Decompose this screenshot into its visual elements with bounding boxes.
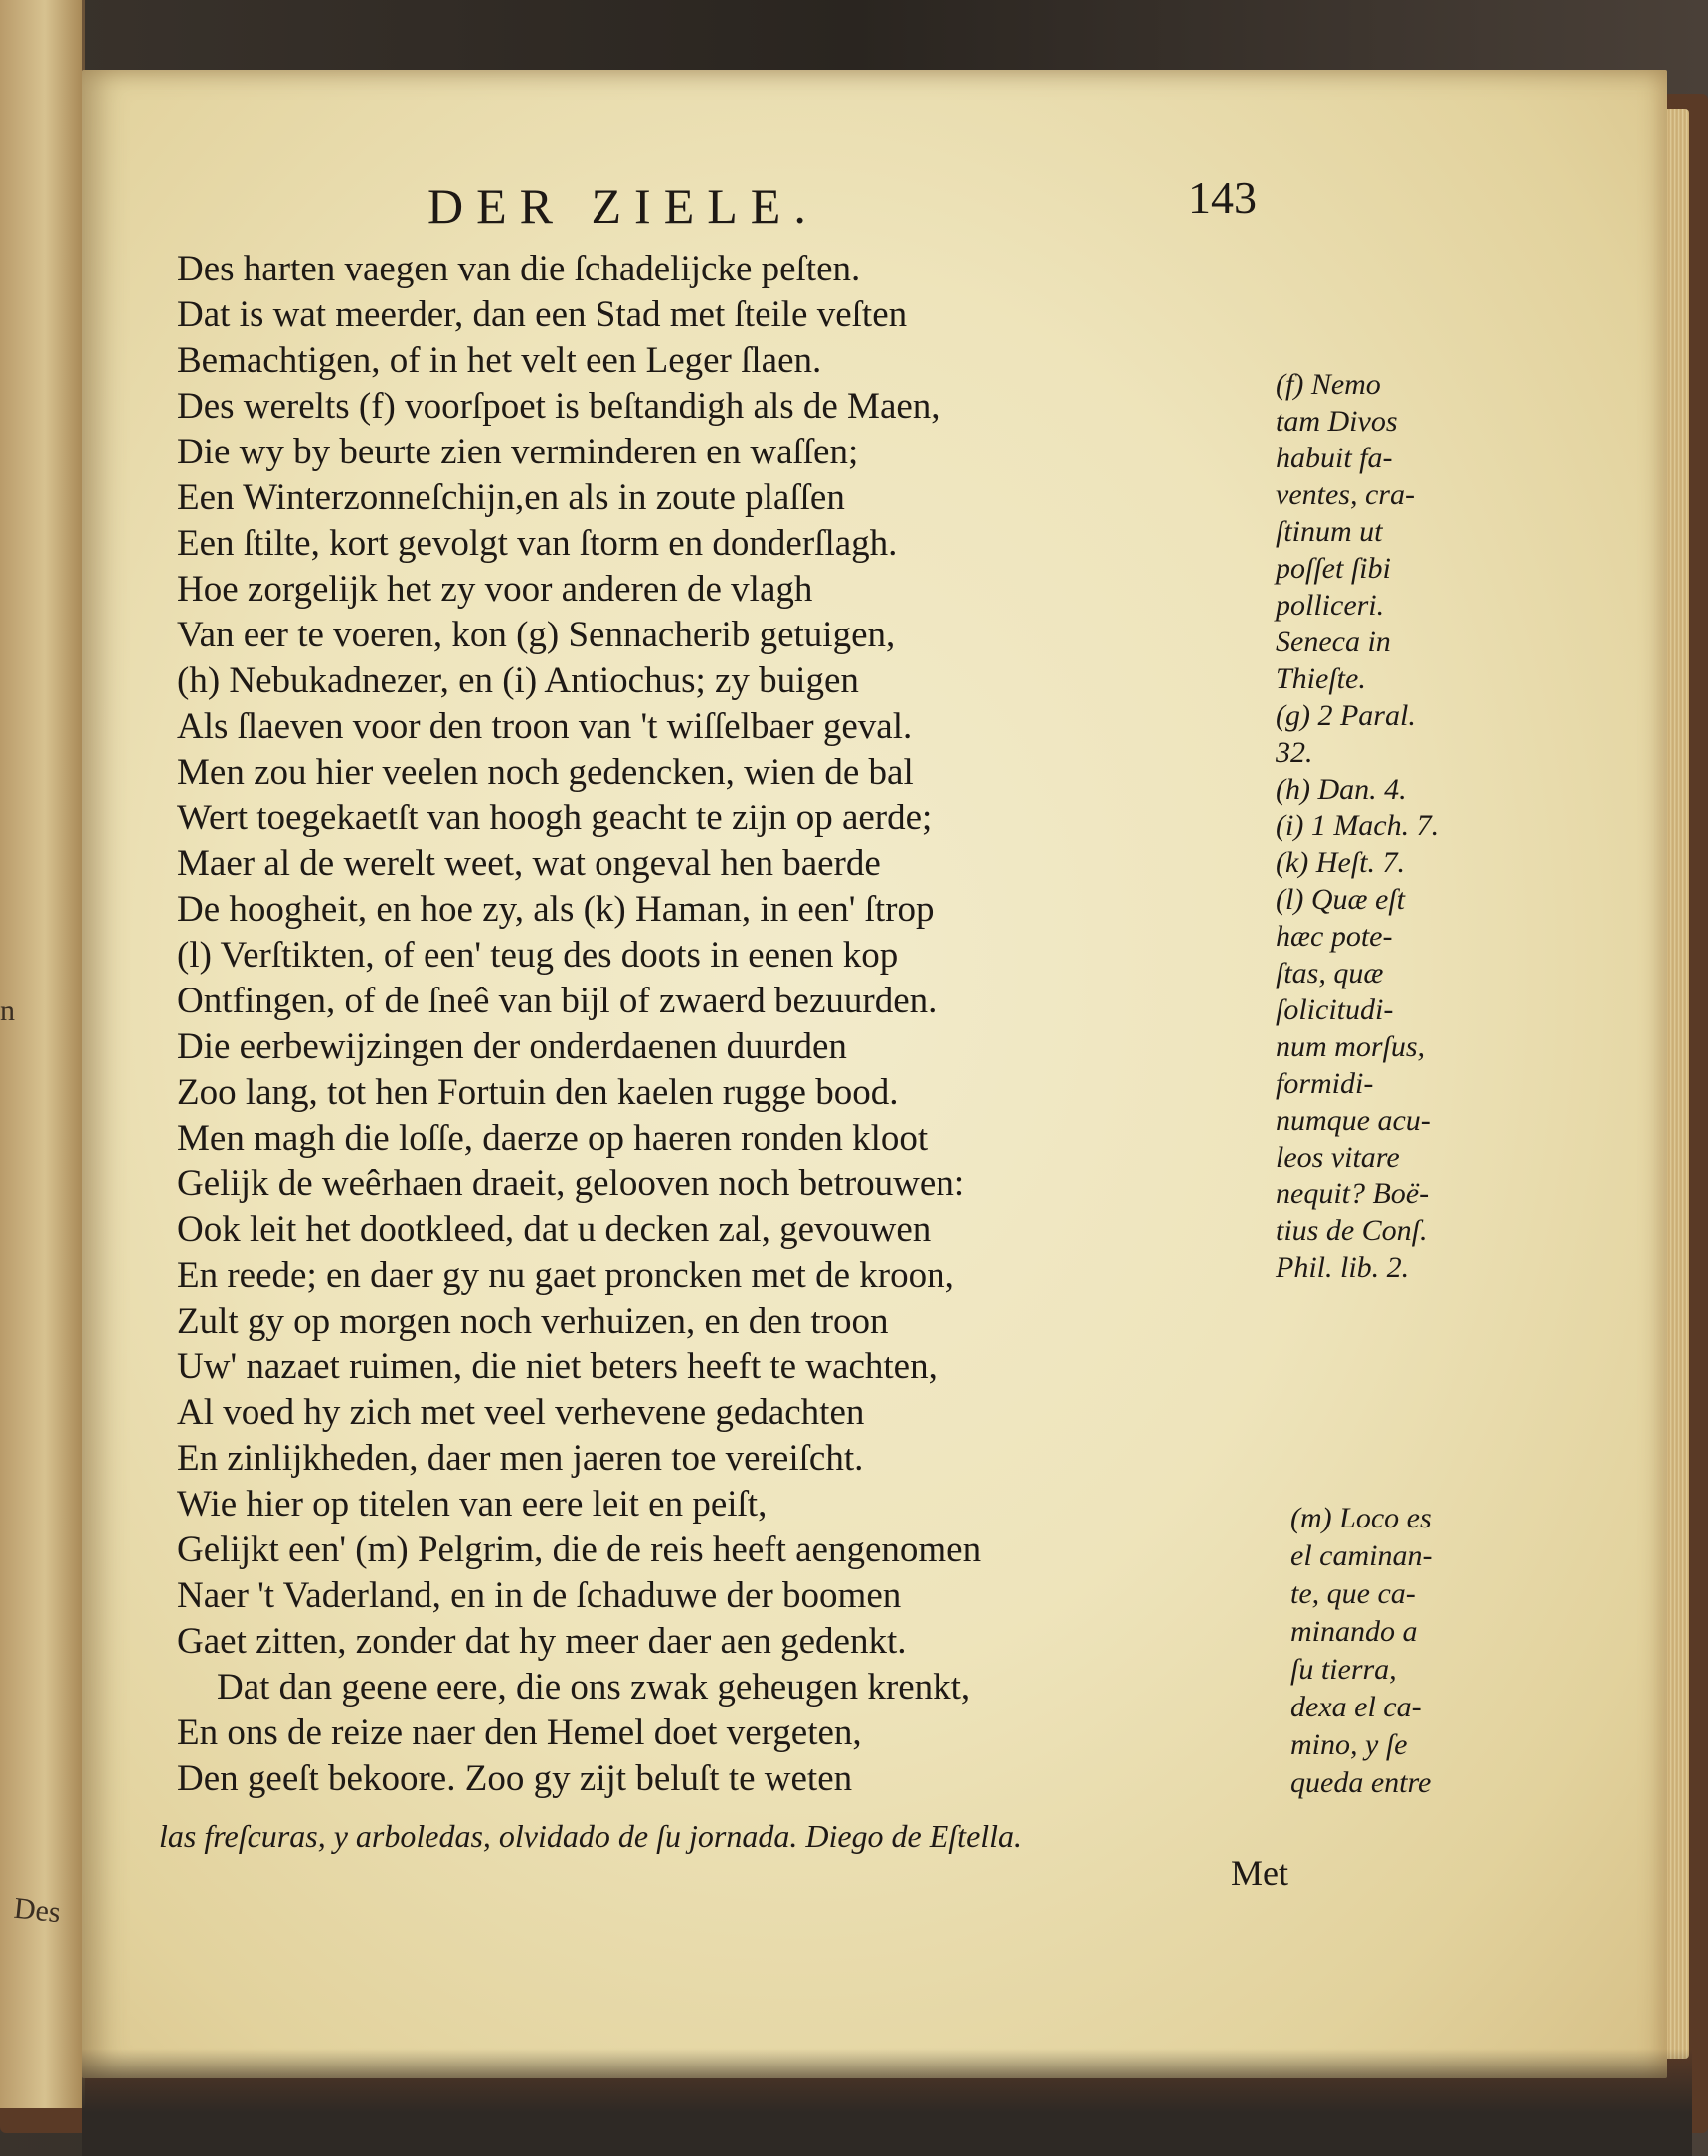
verse-line: Des werelts (f) voorſpoet is beſtandigh als de Maen, [177, 386, 940, 427]
verse-line: (l) Verſtikten, of een' teug des doots in eenen kop [177, 935, 899, 976]
verse-line: Ontfingen, of de ſneê van bijl of zwaerd bezuurden. [177, 981, 938, 1021]
note-line: polliceri. [1276, 589, 1385, 622]
verse-line: Men magh die loſſe, daerze op haeren ronden kloot [177, 1118, 929, 1159]
verse-line: Wie hier op titelen van eere leit en peiſt, [177, 1484, 768, 1525]
verse-line: Wert toegekaetſt van hoogh geacht te zijn op aerde; [177, 798, 933, 838]
verse-line: En zinlijkheden, daer men jaeren toe vereiſcht. [177, 1438, 864, 1479]
verse-line: Des harten vaegen van die ſchadelijcke peſten. [177, 249, 861, 289]
page-number: 143 [1188, 172, 1257, 223]
note-line: nequit? Boë- [1276, 1177, 1430, 1210]
note-line: minando a [1290, 1615, 1418, 1648]
catchword: Met [1231, 1853, 1288, 1892]
note-line: poſſet ſibi [1276, 552, 1391, 585]
verse-line: Naer 't Vaderland, en in de ſchaduwe der boomen [177, 1575, 902, 1616]
left-page-fragment: n [0, 994, 15, 1027]
note-line: 32. [1276, 736, 1313, 769]
verse-line: Die wy by beurte zien verminderen en waſſen; [177, 432, 859, 472]
page-edges [1667, 109, 1689, 2059]
verse-line: Gaet zitten, zonder dat hy meer daer aen gedenkt. [177, 1621, 907, 1662]
note-line: te, que ca- [1290, 1577, 1416, 1610]
note-line: dexa el ca- [1290, 1691, 1422, 1723]
note-line: num morſus, [1276, 1030, 1426, 1063]
note-line: (i) 1 Mach. 7. [1276, 809, 1440, 842]
show-through-mark [1076, 994, 1195, 1132]
note-line: habuit fa- [1276, 442, 1393, 474]
note-line: (m) Loco es [1290, 1502, 1432, 1534]
note-line: mino, y ſe [1290, 1728, 1408, 1761]
note-line: queda entre [1290, 1766, 1432, 1799]
verse-line: De hoogheit, en hoe zy, als (k) Haman, in een' ſtrop [177, 889, 935, 930]
verse-line: En ons de reize naer den Hemel doet vergeten, [177, 1712, 862, 1753]
verse-line: (h) Nebukadnezer, en (i) Antiochus; zy buigen [177, 660, 859, 701]
note-line: ſtinum ut [1276, 515, 1383, 548]
note-line: el caminan- [1290, 1539, 1433, 1572]
verse-line: Hoe zorgelijk het zy voor anderen de vlagh [177, 569, 813, 610]
verse-line: Dat dan geene eere, die ons zwak geheugen krenkt, [217, 1667, 971, 1707]
note-line: formidi- [1276, 1067, 1374, 1100]
note-line: Thieſte. [1276, 662, 1366, 695]
bottom-shadow [82, 2049, 1692, 2156]
note-line: ſolicitudi- [1276, 993, 1394, 1026]
verse-line: Een ſtilte, kort gevolgt van ſtorm en donderſlagh. [177, 523, 898, 564]
note-line: (l) Quæ eſt [1276, 883, 1405, 916]
verse-line: Ook leit het dootkleed, dat u decken zal, gevouwen [177, 1209, 932, 1250]
verse-line: Bemachtigen, of in het velt een Leger ſlaen. [177, 340, 822, 381]
note-line: numque acu- [1276, 1104, 1431, 1137]
verse-line: Uw' nazaet ruimen, die niet beters heeft te wachten, [177, 1347, 938, 1387]
left-page [0, 0, 85, 2108]
verse-line: Gelijk de weêrhaen draeit, gelooven noch betrouwen: [177, 1164, 965, 1204]
verse-line: Die eerbewijzingen der onderdaenen duurden [177, 1026, 847, 1067]
verse-line: Maer al de werelt weet, wat ongeval hen baerde [177, 843, 881, 884]
left-page-catchword: Des [12, 1891, 63, 1930]
note-line: (h) Dan. 4. [1276, 773, 1407, 806]
verse-line: Van eer te voeren, kon (g) Sennacherib getuigen, [177, 615, 896, 655]
note-line: Phil. lib. 2. [1276, 1251, 1410, 1284]
note-line: (f) Nemo [1276, 368, 1381, 401]
note-line: leos vitare [1276, 1141, 1400, 1173]
verse-line: En reede; en daer gy nu gaet proncken met de kroon, [177, 1255, 954, 1296]
verse-line: Als ſlaeven voor den troon van 't wiſſelbaer geval. [177, 706, 913, 747]
verse-line: Zoo lang, tot hen Fortuin den kaelen rugge bood. [177, 1072, 899, 1113]
note-line: ſu tierra, [1290, 1653, 1397, 1686]
verse-line: Dat is wat meerder, dan een Stad met ſteile veſten [177, 294, 908, 335]
note-line: (g) 2 Paral. [1276, 699, 1416, 732]
note-line: tam Divos [1276, 405, 1398, 438]
note-line: Seneca in [1276, 626, 1391, 658]
note-line: tius de Conſ. [1276, 1214, 1428, 1247]
note-line: ſtas, quæ [1276, 957, 1384, 989]
verse-line: Al voed hy zich met veel verhevene gedachten [177, 1392, 865, 1433]
verse-line: Den geeſt bekoore. Zoo gy zijt beluſt te weten [177, 1758, 853, 1799]
verse-line: Zult gy op morgen noch verhuizen, en den troon [177, 1301, 889, 1342]
verse-line: Een Winterzonneſchijn,en als in zoute plaſſen [177, 477, 845, 518]
running-head: DER ZIELE. [427, 178, 819, 234]
footnote: las freſcuras, y arboledas, olvidado de ſu jornada. Diego de Eſtella. [159, 1818, 1023, 1854]
verse-line: Men zou hier veelen noch gedencken, wien de bal [177, 752, 914, 793]
verse-line: Gelijkt een' (m) Pelgrim, die de reis heeft aengenomen [177, 1529, 982, 1570]
note-line: ventes, cra- [1276, 478, 1415, 511]
note-line: (k) Heſt. 7. [1276, 846, 1405, 879]
note-line: hæc pote- [1276, 920, 1393, 953]
